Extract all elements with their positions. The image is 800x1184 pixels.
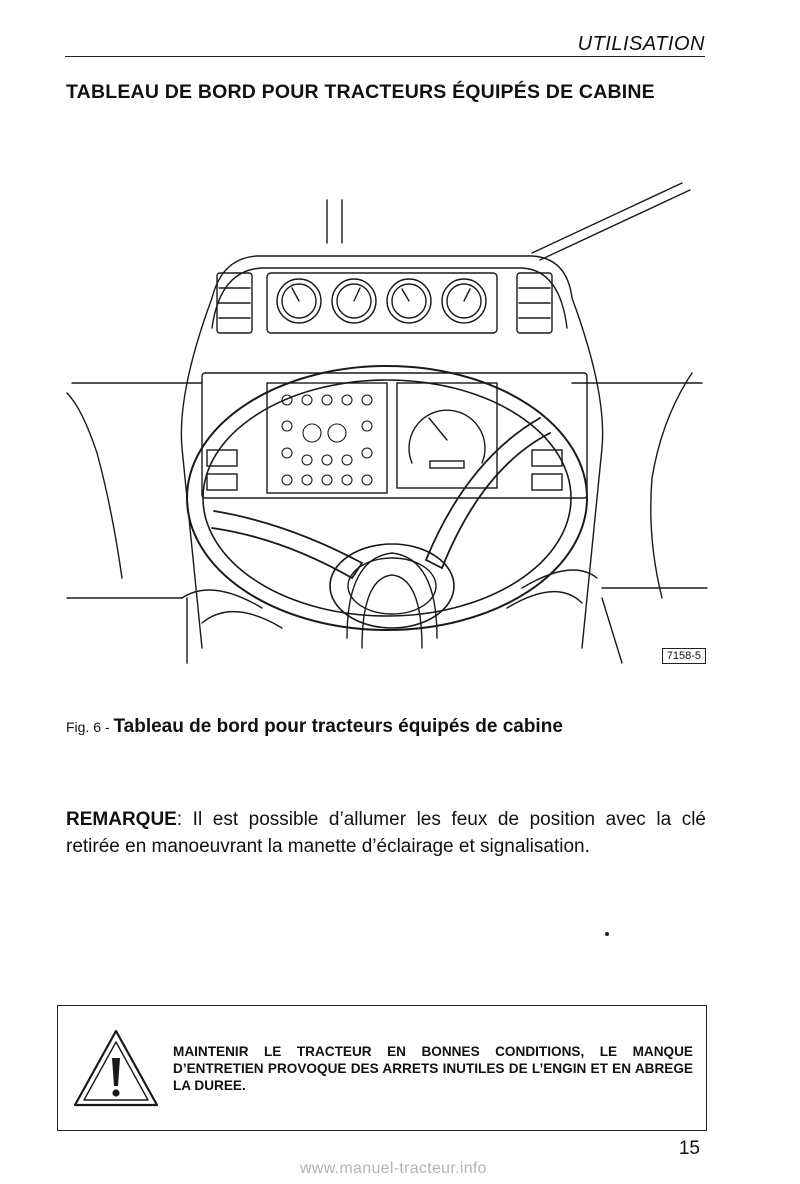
figure-reference-code: 7158-5 xyxy=(662,648,706,664)
warning-triangle-icon xyxy=(72,1028,160,1108)
page-number: 15 xyxy=(678,1138,700,1159)
remark-paragraph xyxy=(66,806,706,860)
warning-box xyxy=(57,1005,707,1131)
page-title: TABLEAU DE BORD POUR TRACTEURS ÉQUIPÉS DE CABINE xyxy=(66,81,655,103)
remark-text: : Il est possible d’allumer les feux de position avec la clé retirée en manoeuvrant la manette d’éclairage et signalisation. xyxy=(66,809,706,857)
dot-mark xyxy=(605,932,609,936)
section-label: UTILISATION xyxy=(577,33,705,55)
warning-text: MAINTENIR LE TRACTEUR EN BONNES CONDITIONS, LE MANQUE D’ENTRETIEN PROVOQUE DES ARRETS INUTILES DE L’ENGIN ET EN ABREGE LA DUREE. xyxy=(173,1044,693,1093)
dashboard-illustration xyxy=(62,178,710,678)
caption-label: Fig. 6 - xyxy=(66,719,110,735)
watermark: www.manuel-tracteur.info xyxy=(300,1160,487,1177)
figure-caption xyxy=(66,716,563,738)
header-rule xyxy=(65,56,705,57)
caption-text: Tableau de bord pour tracteurs équipés de cabine xyxy=(113,716,563,737)
remark-keyword: REMARQUE xyxy=(66,809,177,830)
